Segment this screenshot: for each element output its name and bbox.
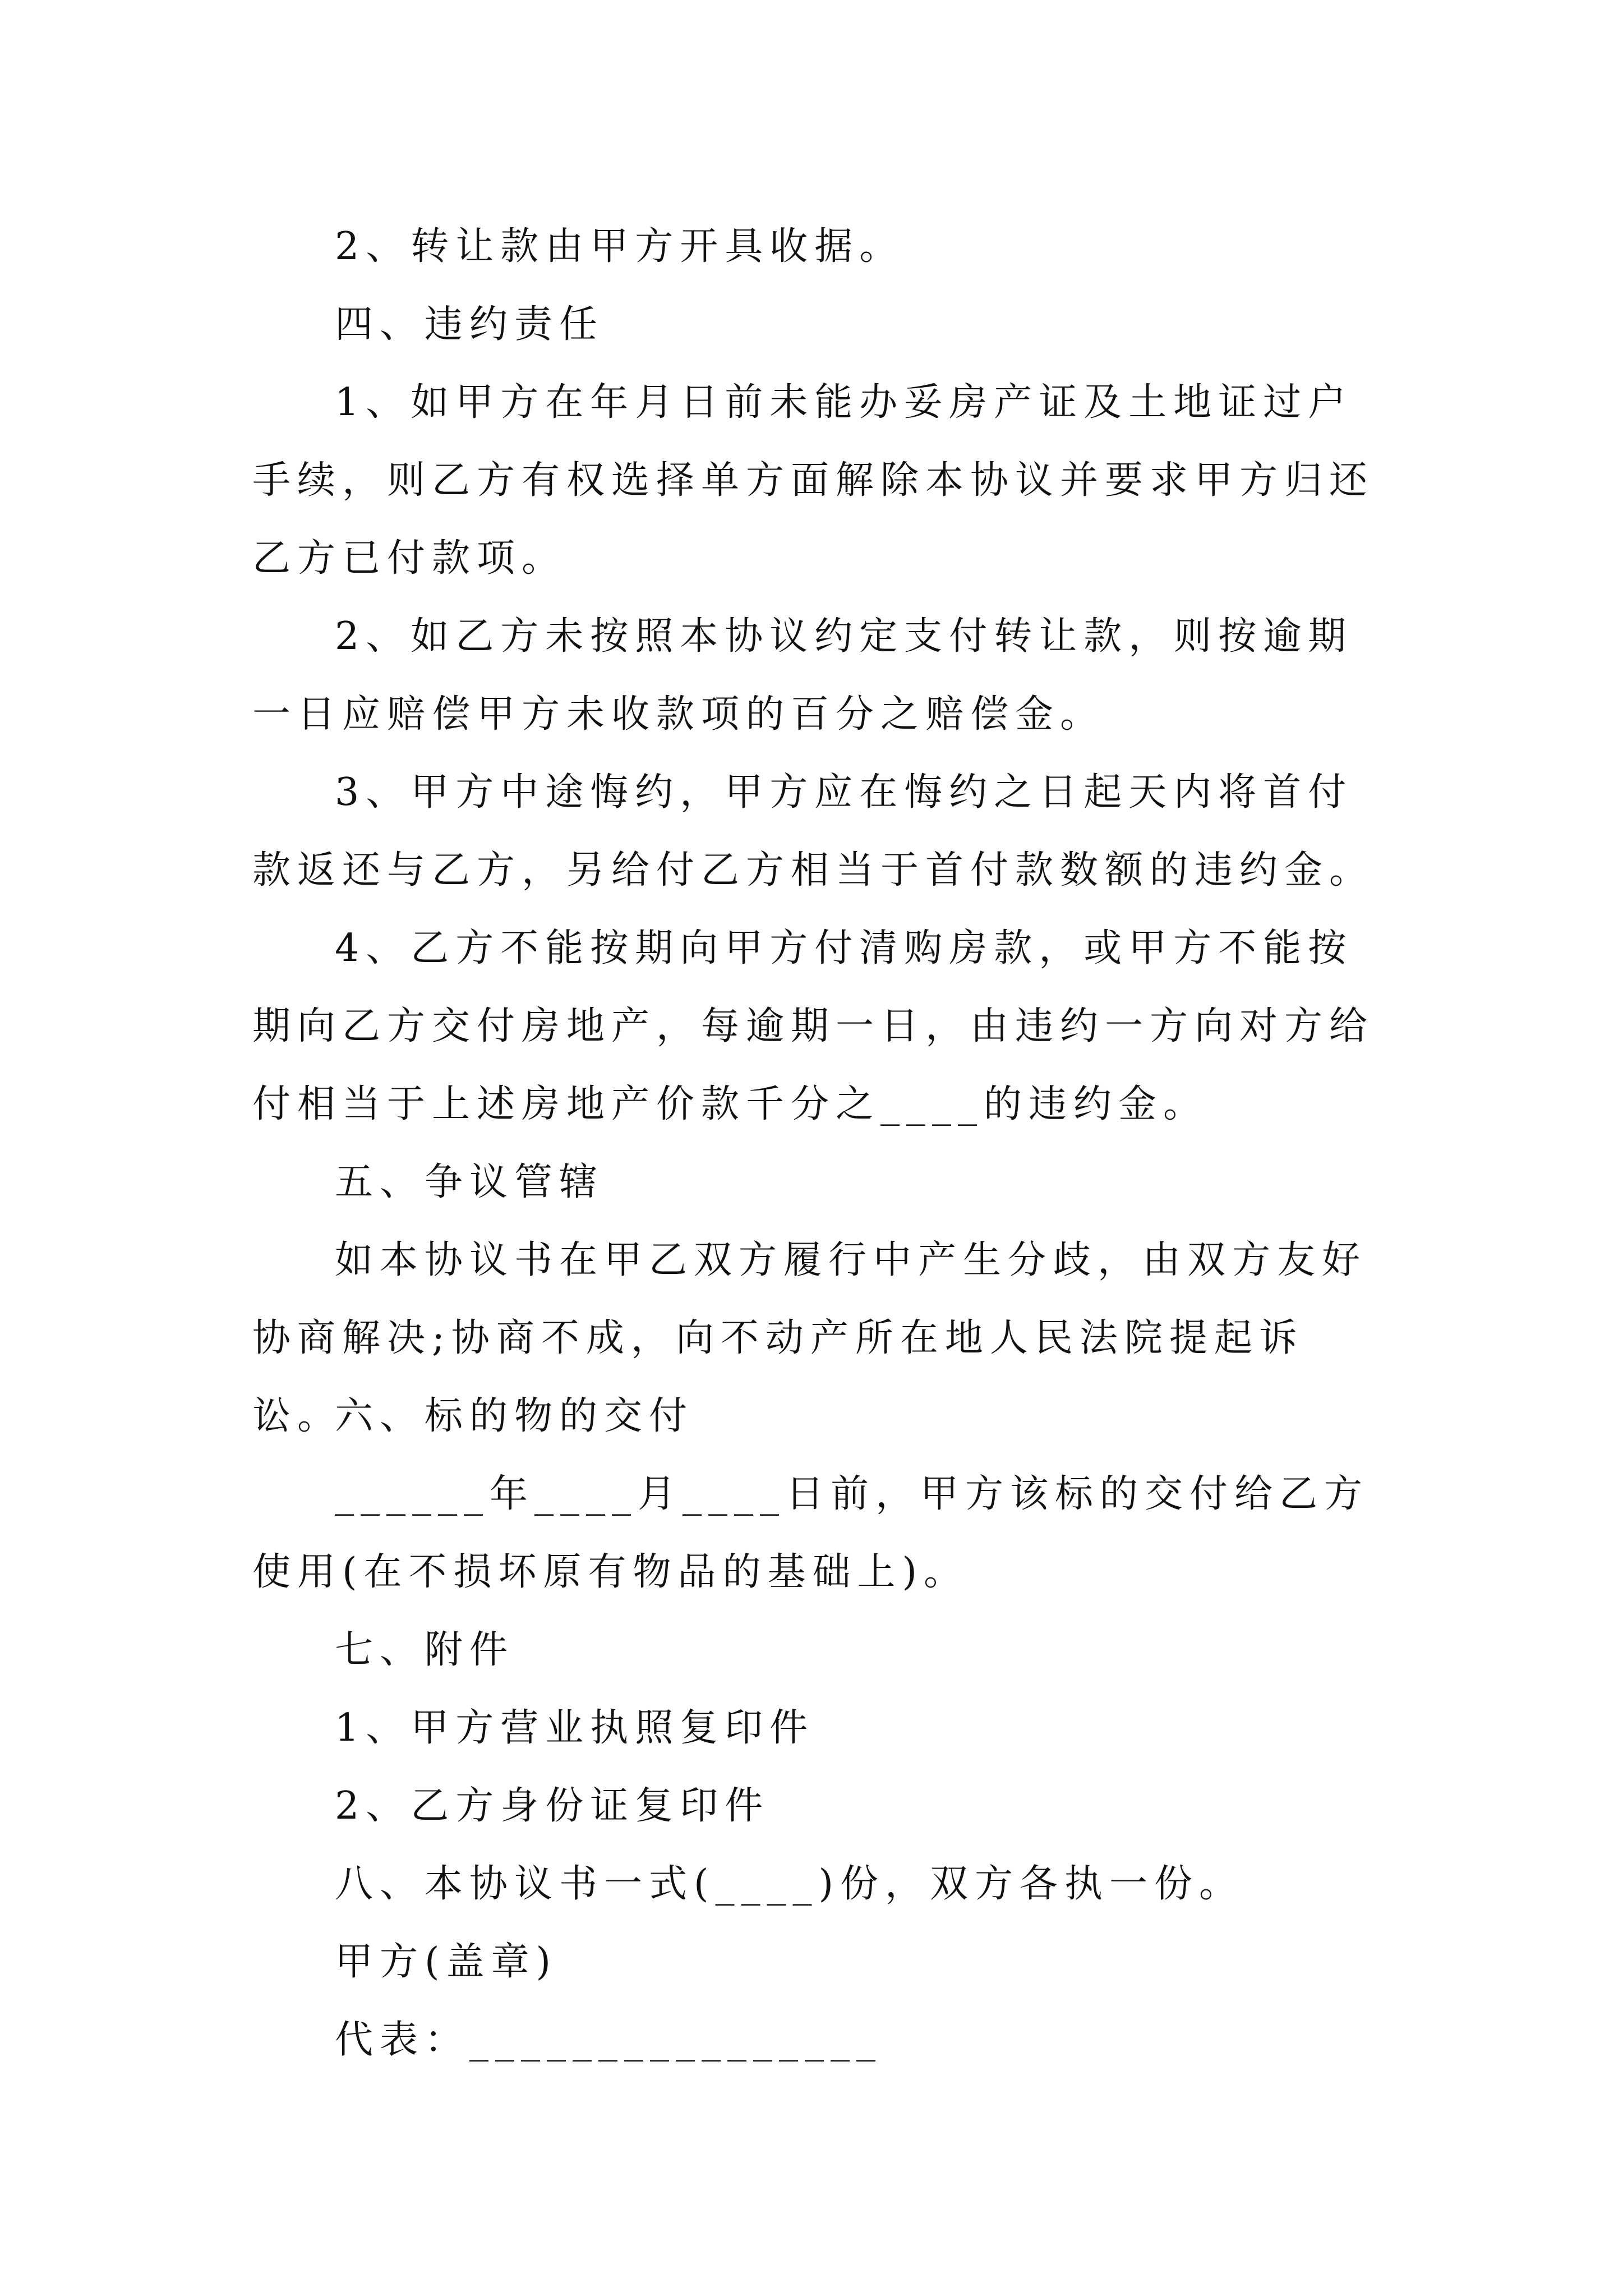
clause-breach-1: 1、如甲方在年月日前未能办妥房产证及土地证过户手续，则乙方有权选择单方面解除本协议并要求甲方归还乙方已付款项。 (252, 380, 1375, 581)
clause-breach-4: 4、乙方不能按期向甲方付清购房款，或甲方不能按期向乙方交付房地产，每逾期一日，由违约一方向对方给付相当于上述房地产价款千分之____的违约金。 (252, 926, 1375, 1126)
section-heading-attachments: 七、附件 (335, 1628, 515, 1672)
clause-dispute: 如本协议书在甲乙双方履行中产生分歧，由双方友好协商解决;协商不成，向不动产所在地人民法院提起诉讼。 (252, 1238, 1367, 1438)
attachment-id-card: 2、乙方身份证复印件 (335, 1784, 770, 1828)
attachment-business-license: 1、甲方营业执照复印件 (335, 1706, 815, 1750)
section-heading-breach-liability: 四、违约责任 (335, 302, 605, 347)
section-heading-dispute-jurisdiction: 五、争议管辖 (335, 1160, 605, 1204)
signature-party-a-seal: 甲方(盖章) (335, 1940, 558, 1984)
clause-breach-3: 3、甲方中途悔约，甲方应在悔约之日起天内将首付款返还与乙方，另给付乙方相当于首付款数额的违约金。 (252, 770, 1375, 892)
section-heading-delivery: 六、标的物的交付 (335, 1394, 694, 1438)
clause-transfer-receipt: 2、转让款由甲方开具收据。 (335, 224, 905, 269)
signature-representative: 代表：________________ (335, 2018, 883, 2062)
clause-breach-2: 2、如乙方未按照本协议约定支付转让款，则按逾期一日应赔偿甲方未收款项的百分之赔偿金。 (252, 614, 1353, 737)
clause-delivery: ______年____月____日前，甲方该标的交付给乙方使用(在不损坏原有物品的基础上)。 (252, 1472, 1370, 1594)
clause-copies: 八、本协议书一式(____)份，双方各执一份。 (335, 1862, 1244, 1906)
